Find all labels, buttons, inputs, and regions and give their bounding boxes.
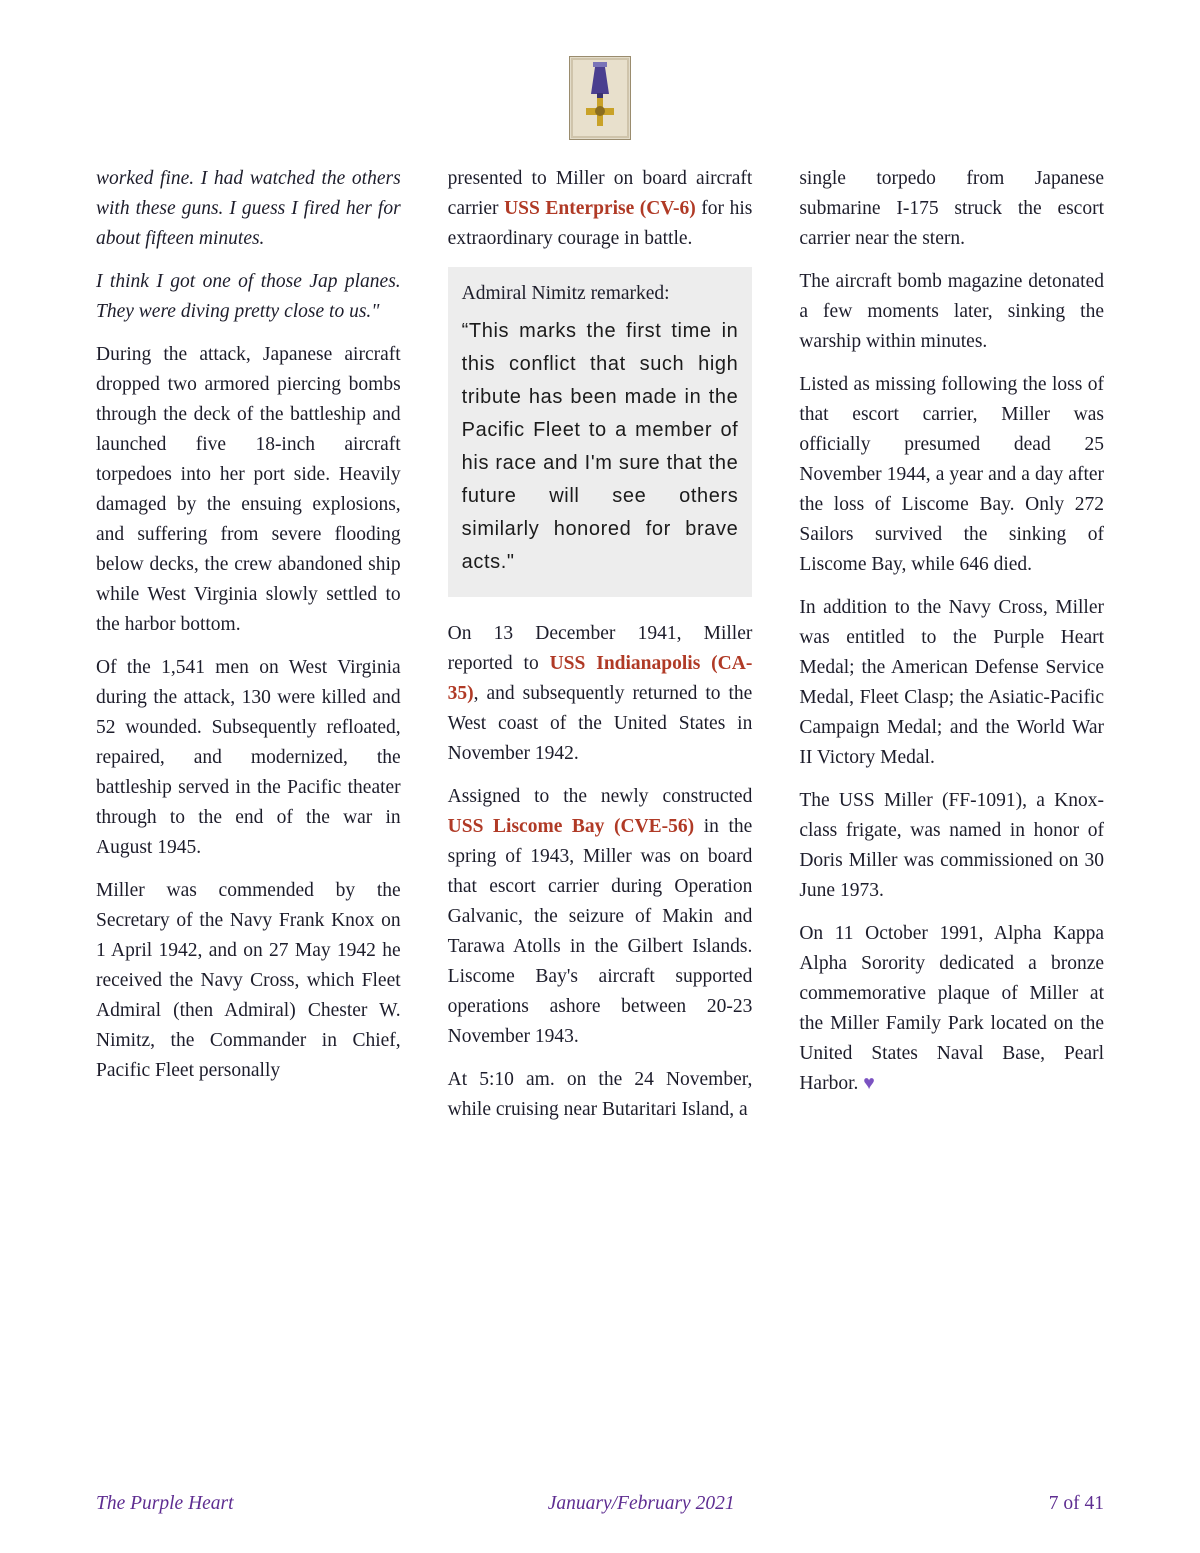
ship-name-highlight: USS Indianapolis (CA-35) [447,653,753,704]
column-right [799,164,1104,1138]
paragraph [96,876,401,1086]
text-segment: The aircraft bomb magazine detonated a few moments later, sinking the warship within minutes. [799,271,1105,352]
text-segment: In addition to the Navy Cross, Miller was entitled to the Purple Heart Medal; the American Defense Service Medal, Fleet Clasp; the Asiatic-Pacific Campaign Medal; and the World War II Victory Medal. [799,597,1105,768]
paragraph [448,1065,753,1125]
paragraph [448,782,753,1052]
text-segment: During the attack, Japanese aircraft dropped two armored piercing bombs through the deck of the battleship and launched five 18-inch aircraft torpedoes into her port side. Heavily damaged by the ensuing explosions, and suffering from severe flooding below decks, the crew abandoned ship while West Virginia slowly settled to the harbor bottom. [96,344,401,635]
quote-attribution: Admiral Nimitz remarked: [461,283,670,304]
text-segment: single torpedo from Japanese submarine I-175 struck the escort carrier near the stern. [799,168,1105,249]
paragraph [799,164,1104,254]
column-middle [448,164,753,1138]
paragraph [96,653,401,863]
paragraph [799,267,1104,357]
text-segment: I think I got one of those Jap planes. They were diving pretty close to us." [96,271,401,322]
text-segment: in the spring of 1943, Miller was on board that escort carrier during Operation Galvanic, the seizure of Makin and Tarawa Atolls in the Gilbert Islands. Liscome Bay's aircraft supported operations ashore between 20-23 November 1943. [447,816,753,1047]
medal-image-wrapper [0,0,1200,140]
text-segment: On 11 October 1991, Alpha Kappa Alpha Sorority dedicated a bronze commemorative plaque of Miller at the Miller Family Park located on the United States Naval Base, Pearl Harbor. [799,923,1105,1094]
quote-text: “This marks the first time in this conflict that such high tribute has been made in the Pacific Fleet to a member of his race and I'm sure that the future will see others similarly honored for brave acts." [461,320,739,573]
footer-page-number: 7 of 41 [1048,1493,1104,1514]
navy-cross-medal-icon [573,60,627,136]
paragraph [96,340,401,640]
article-body [0,140,1200,1138]
text-segment: The USS Miller (FF-1091), a Knox-class frigate, was named in honor of Doris Miller was commissioned on 30 June 1973. [799,790,1105,901]
text-segment: On 13 December 1941, Miller reported to [447,623,753,674]
text-segment: , and subsequently returned to the West coast of the United States in November 1942. [447,683,753,764]
paragraph [799,593,1104,773]
text-segment: worked fine. I had watched the others with these guns. I guess I fired her for about fifteen minutes. [96,168,401,249]
medal-image [569,56,631,140]
paragraph [448,164,753,254]
text-segment: Listed as missing following the loss of that escort carrier, Miller was officially presumed dead 25 November 1944, a year and a day after the loss of Liscome Bay. Only 272 Sailors survived the sinking of Liscome Bay, while 646 died. [799,374,1105,575]
text-segment: for his extraordinary courage in battle. [447,198,753,249]
ship-name-highlight: USS Enterprise (CV-6) [504,198,696,219]
page-footer [96,1493,1104,1515]
paragraph [799,786,1104,906]
text-segment: Miller was commended by the Secretary of the Navy Frank Knox on 1 April 1942, and on 27 May 1942 he received the Navy Cross, which Fleet Admiral (then Admiral) Chester W. Nimitz, the Commander in Chief, Pacific Fleet personally [96,880,401,1081]
text-segment: presented to Miller on board aircraft carrier [447,168,753,219]
purple-heart-icon: ♥ [863,1073,875,1094]
footer-publication-title: The Purple Heart [96,1493,234,1514]
text-segment: Assigned to the newly constructed [447,786,753,807]
ship-name-highlight: USS Liscome Bay (CVE-56) [447,816,695,837]
paragraph [448,619,753,769]
paragraph [96,164,401,254]
paragraph [799,919,1104,1099]
text-segment: At 5:10 am. on the 24 November, while cruising near Butaritari Island, a [447,1069,753,1120]
footer-issue-date: January/February 2021 [547,1493,735,1514]
paragraph [96,267,401,327]
nimitz-quote-box [448,267,753,597]
text-segment: Of the 1,541 men on West Virginia during the attack, 130 were killed and 52 wounded. Subsequently refloated, repaired, and modernized, the battleship served in the Pacific theater through to the end of the war in August 1945. [96,657,401,858]
paragraph [799,370,1104,580]
column-left [96,164,401,1138]
